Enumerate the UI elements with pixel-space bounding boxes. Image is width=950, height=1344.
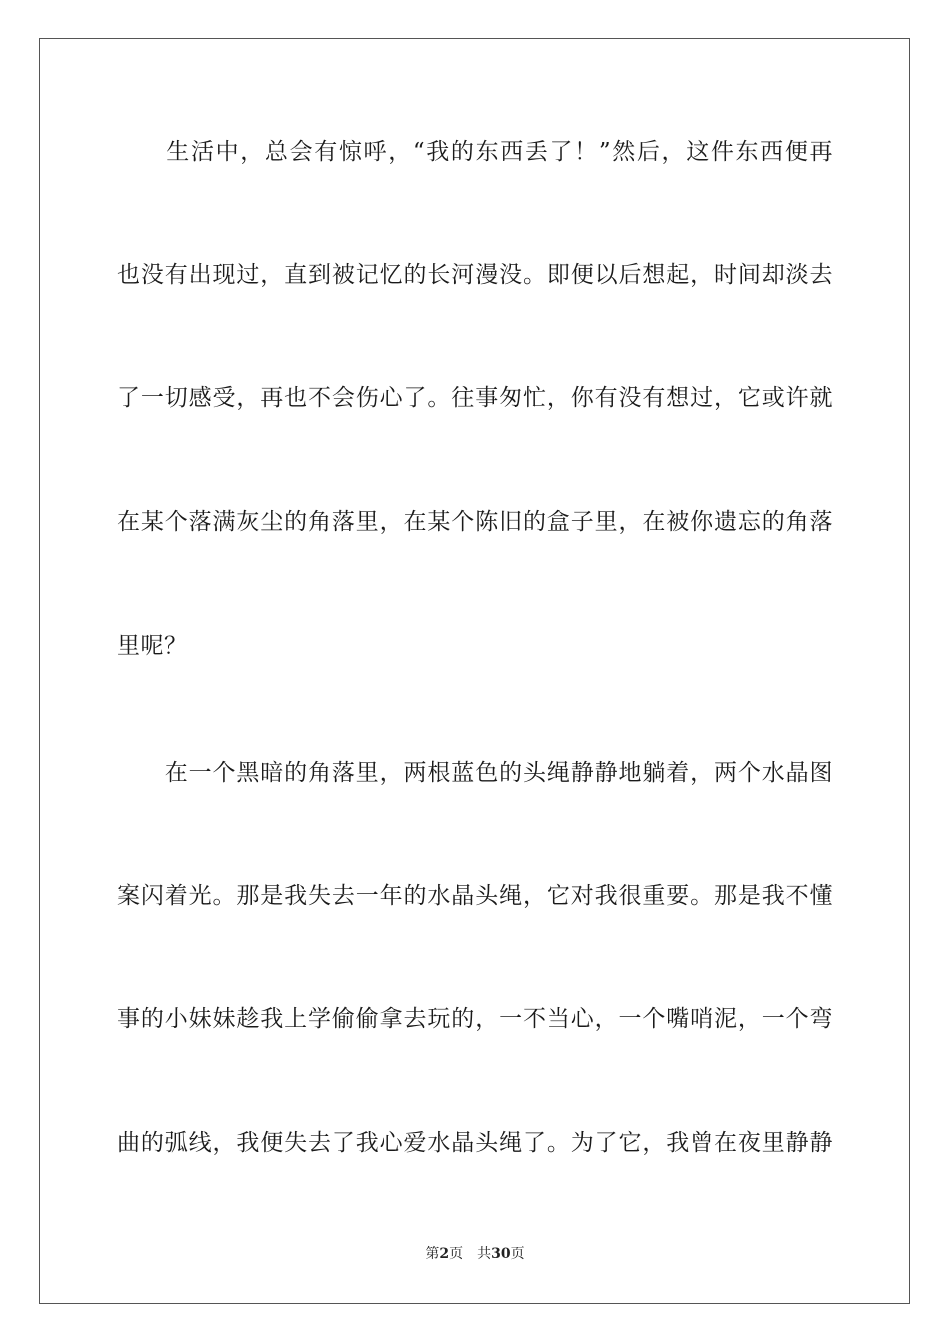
page-footer	[0, 1245, 950, 1263]
paragraph-1-line-1: 生活中，总会有惊呼，“我的东西丢了！”然后，这件东西便再	[117, 139, 833, 165]
paragraph-2-line-2: 案闪着光。那是我失去一年的水晶头绳，它对我很重要。那是我不懂	[117, 883, 833, 909]
paragraph-1-line-4: 在某个落满灰尘的角落里，在某个陈旧的盒子里，在被你遗忘的角落	[117, 509, 833, 535]
paragraph-1-line-5: 里呢？	[117, 633, 188, 659]
page-border	[39, 38, 910, 1304]
footer-total-pages: 30	[491, 1246, 511, 1262]
footer-total-prefix: 共	[477, 1246, 492, 1262]
footer-page-suffix: 页	[449, 1246, 464, 1262]
footer-page-number: 2	[439, 1246, 450, 1262]
footer-page-prefix: 第	[425, 1246, 440, 1262]
paragraph-2-line-1: 在一个黑暗的角落里，两根蓝色的头绳静静地躺着，两个水晶图	[117, 760, 833, 786]
paragraph-1-line-3: 了一切感受，再也不会伤心了。往事匆忙，你有没有想过，它或许就	[117, 385, 833, 411]
paragraph-2-line-3: 事的小妹妹趁我上学偷偷拿去玩的，一不当心，一个嘴哨泥，一个弯	[117, 1006, 833, 1032]
footer-total-suffix: 页	[510, 1246, 525, 1262]
paragraph-2-line-4: 曲的弧线，我便失去了我心爱水晶头绳了。为了它，我曾在夜里静静	[117, 1130, 833, 1156]
paragraph-1-line-2: 也没有出现过，直到被记忆的长河漫没。即便以后想起，时间却淡去	[117, 262, 833, 288]
